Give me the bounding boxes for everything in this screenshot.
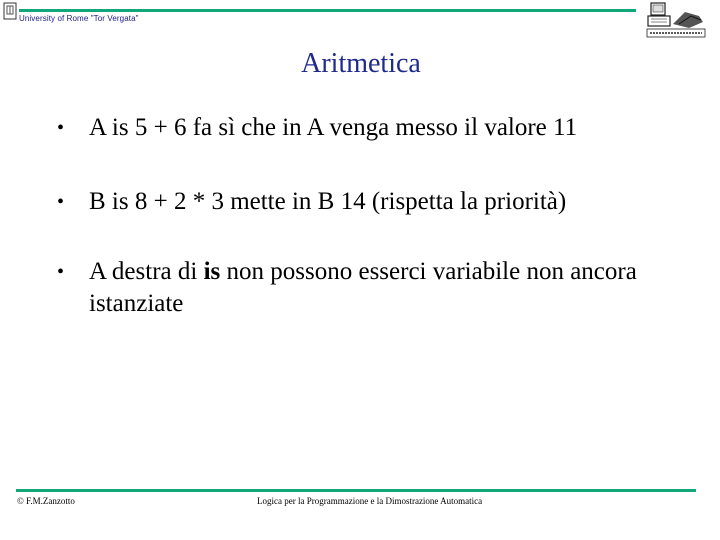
bullet-text: A is 5 + 6 fa sì che in A venga messo il valore 11: [89, 114, 578, 141]
university-crest-icon: [3, 2, 17, 22]
bullet-item: [57, 186, 677, 218]
bullet-dot: •: [57, 261, 65, 283]
slide-title: Aritmetica: [301, 48, 421, 79]
bullet-keyword: is: [203, 258, 221, 285]
computer-lab-logo-icon: [645, 2, 707, 42]
bullet-item: [57, 112, 677, 144]
footer-author: © F.M.Zanzotto: [17, 496, 75, 506]
footer-rule: [16, 489, 696, 492]
bullet-text-suffix: non possono esserci variabile non ancora istanziate: [89, 258, 637, 317]
bullet-text: B is 8 + 2 * 3 mette in B 14 (rispetta la priorità): [89, 188, 567, 215]
bullet-dot: •: [57, 117, 65, 139]
bullet-dot: •: [57, 191, 65, 213]
bullet-list: [57, 112, 677, 320]
university-name: University of Rome "Tor Vergata": [19, 14, 139, 23]
footer-course: Logica per la Programmazione e la Dimostrazione Automatica: [257, 496, 483, 506]
header-rule: [19, 9, 636, 12]
bullet-text-prefix: A destra di: [89, 258, 204, 285]
bullet-item: [57, 256, 677, 320]
